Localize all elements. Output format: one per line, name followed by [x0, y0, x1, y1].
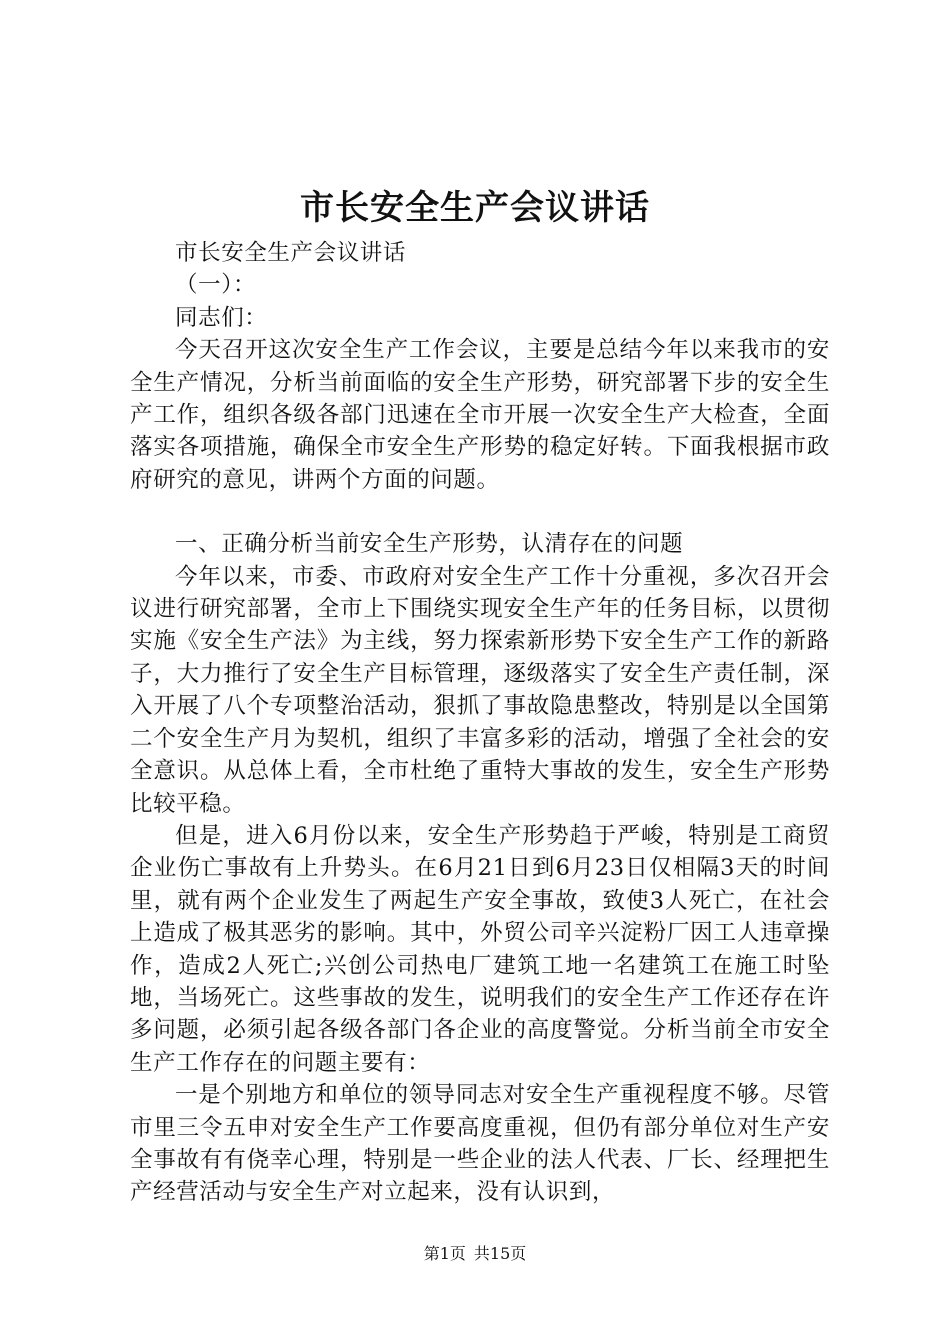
document-title: 市长安全生产会议讲话: [300, 188, 650, 228]
body-paragraph: 但是，进入6月份以来，安全生产形势趋于严峻，特别是工商贸企业伤亡事故有上升势头。在6月21日到6月23日仅相隔3天的时间里，就有两个企业发生了两起生产安全事故，致使3人死亡，在社会上造成了极其恶劣的影响。其中，外贸公司辛兴淀粉厂因工人违章操作，造成2人死亡;兴创公司热电厂建筑工地一名建筑工在施工时坠地，当场死亡。这些事故的发生，说明我们的安全生产工作还存在许多问题，必须引起各级各部门各企业的高度警觉。分析当前全市安全生产工作存在的问题主要有：: [130, 822, 830, 1076]
intro-paragraph: 今天召开这次安全生产工作会议，主要是总结今年以来我市的安全生产情况，分析当前面临的安全生产形势，研究部署下步的安全生产工作，组织各级各部门迅速在全市开展一次安全生产大检查，全面落实各项措施，确保全市安全生产形势的稳定好转。下面我根据市政府研究的意见，讲两个方面的问题。: [130, 337, 830, 493]
section-heading: 一、正确分析当前安全生产形势，认清存在的问题: [175, 531, 684, 558]
page-number: 第1页: [423, 1244, 466, 1263]
section-number-paragraph: （一）：: [175, 272, 257, 299]
subtitle-paragraph: 市长安全生产会议讲话: [175, 240, 407, 266]
body-paragraph: 一是个别地方和单位的领导同志对安全生产重视程度不够。尽管市里三令五申对安全生产工作要高度重视，但仍有部分单位对生产安全事故有有侥幸心理，特别是一些企业的法人代表、厂长、经理把生产经营活动与安全生产对立起来，没有认识到，: [130, 1082, 830, 1206]
page-footer: [0, 1243, 950, 1265]
page-total: 共15页: [473, 1244, 527, 1263]
body-paragraph: 今年以来，市委、市政府对安全生产工作十分重视，多次召开会议进行研究部署，全市上下围绕实现安全生产年的任务目标，以贯彻实施《安全生产法》为主线，努力探索新形势下安全生产工作的新路子，大力推行了安全生产目标管理，逐级落实了安全生产责任制，深入开展了八个专项整治活动，狠抓了事故隐患整改，特别是以全国第二个安全生产月为契机，组织了丰富多彩的活动，增强了全社会的安全意识。从总体上看，全市杜绝了重特大事故的发生，安全生产形势比较平稳。: [130, 563, 830, 817]
document-body: [130, 237, 830, 1209]
salutation-paragraph: 同志们：: [175, 304, 268, 331]
